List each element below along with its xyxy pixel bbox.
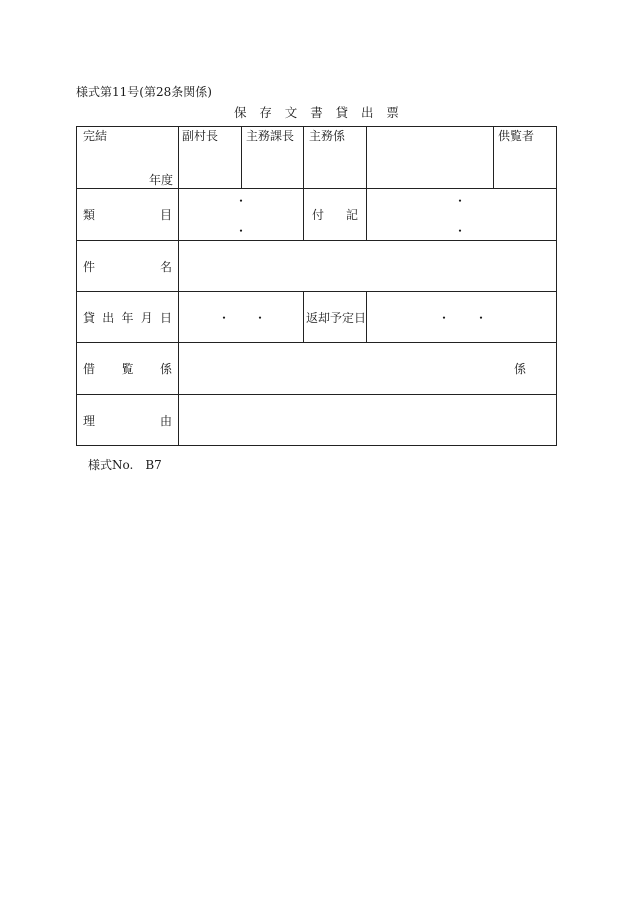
section-chief-label: 主務課長 — [246, 129, 295, 143]
row-divider — [77, 240, 556, 241]
column-divider — [366, 291, 367, 342]
category-label-char: 類 — [83, 208, 96, 222]
return-date-dot: ・ — [438, 311, 451, 325]
borrower-label-char: 覧 — [121, 362, 134, 376]
borrower-suffix: 係 — [514, 362, 527, 376]
loan-date-label-char: 日 — [159, 311, 172, 325]
document-title: 保 存 文 書 貸 出 票 — [234, 105, 400, 120]
borrower-label — [83, 362, 172, 376]
row-divider — [77, 342, 556, 343]
notes-label-char: 付 — [312, 208, 325, 222]
reason-label — [83, 414, 172, 428]
notes-dot-lower: ・ — [454, 224, 467, 238]
notes-dot-upper: ・ — [454, 194, 467, 208]
reason-label-char: 理 — [83, 414, 96, 428]
column-divider — [241, 127, 242, 188]
form-id: 様式第11号(第28条関係) — [76, 85, 212, 99]
subject-label — [83, 260, 172, 274]
reason-label-char: 由 — [159, 414, 172, 428]
borrower-label-char: 係 — [159, 362, 172, 376]
loan-date-dot: ・ — [254, 311, 267, 325]
loan-date-label-char: 出 — [102, 311, 115, 325]
form-number-note: 様式No. B7 — [88, 458, 162, 472]
viewer-label: 供覧者 — [498, 129, 535, 143]
loan-date-dot: ・ — [218, 311, 231, 325]
column-divider — [303, 127, 304, 240]
column-divider — [493, 127, 494, 188]
subject-label-char: 名 — [159, 260, 172, 274]
category-dot-upper: ・ — [235, 194, 248, 208]
borrower-label-char: 借 — [83, 362, 96, 376]
loan-date-label-char: 年 — [121, 311, 134, 325]
column-divider — [303, 291, 304, 342]
category-label — [83, 208, 172, 222]
row-divider — [77, 291, 556, 292]
row-divider — [77, 394, 556, 395]
loan-date-label-char: 貸 — [83, 311, 96, 325]
fiscal-year-label: 年度 — [149, 173, 174, 187]
notes-label-char: 記 — [345, 208, 358, 222]
loan-date-label — [83, 311, 172, 325]
notes-label — [312, 208, 358, 222]
row-divider — [77, 188, 556, 189]
loan-date-label-char: 月 — [140, 311, 153, 325]
label-column-divider — [178, 127, 179, 445]
category-dot-lower: ・ — [235, 224, 248, 238]
return-date-label: 返却予定日 — [306, 311, 367, 325]
column-divider — [366, 127, 367, 240]
loan-form-table — [76, 126, 557, 446]
staff-label: 主務係 — [309, 129, 346, 143]
completion-label: 完結 — [83, 129, 108, 143]
subject-label-char: 件 — [83, 260, 96, 274]
return-date-dot: ・ — [475, 311, 488, 325]
category-label-char: 目 — [159, 208, 172, 222]
vice-mayor-label: 副村長 — [182, 129, 219, 143]
